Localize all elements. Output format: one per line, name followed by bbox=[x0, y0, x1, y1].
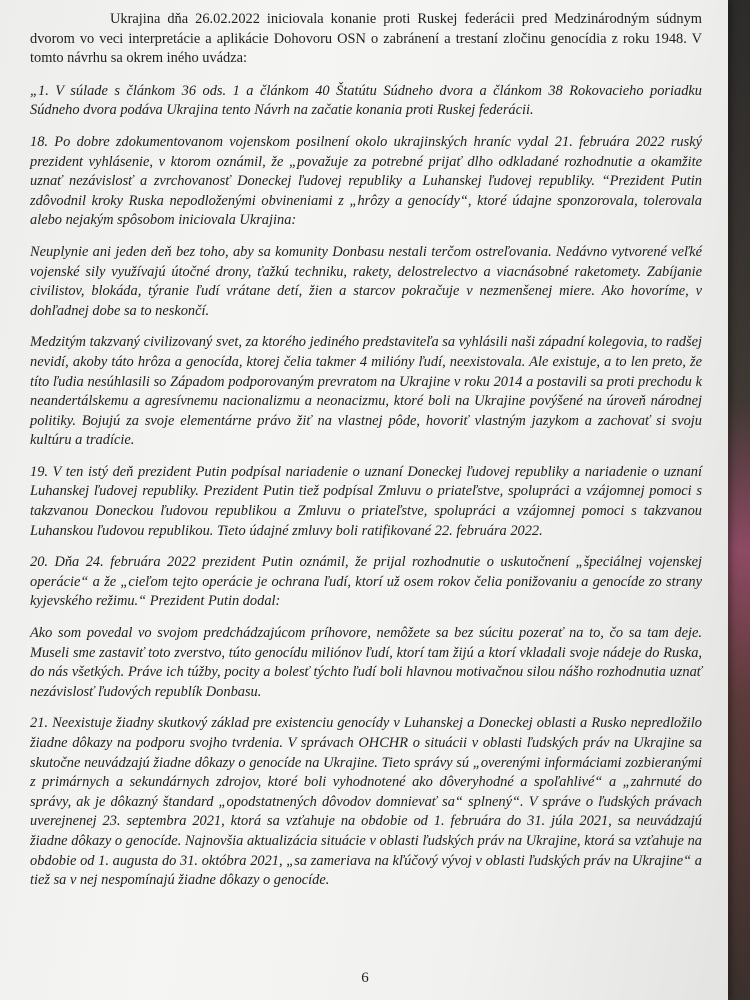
quote-paragraph-1: „1. V súlade s článkom 36 ods. 1 a článkom 40 Štatútu Súdneho dvora a článkom 38 Rokovacieho poriadku Súdneho dvora podáva Ukrajina tento Návrh na začatie konania proti Ruskej federácii. bbox=[30, 82, 702, 119]
quote-paragraph-19: 19. V ten istý deň prezident Putin podpísal nariadenie o uznaní Doneckej ľudovej republiky a nariadenie o uznaní Luhanskej ľudovej republiky. Prezident Putin tiež podpísal Zmluvu o priateľstve, spolupráci a vzájomnej pomoci s takzvanou Doneckou ľudovou republikou a Zmluvu o priateľstve, spolupráci a vzájomnej pomoci s takzvanou Luhanskou ľudovou republikou. Tieto údajné zmluvy boli ratifikované 22. februára 2022. bbox=[30, 463, 702, 539]
quote-paragraph-putin-speech: Ako som povedal vo svojom predchádzajúcom príhovore, nemôžete sa bez súcitu pozerať na to, čo sa tam deje. Museli sme zastaviť toto zverstvo, túto genocídu miliónov ľudí, ktorí tam žijú a ktorí vkladali svoje nádeje do Ruska, do nás všetkých. Práve ich túžby, pocity a bolesť týchto ľudí boli hlavnou motivačnou silou nášho rozhodnutia uznať nezávislosť ľudových republík Donbasu. bbox=[30, 625, 702, 700]
intro-paragraph: Ukrajina dňa 26.02.2022 iniciovala konanie proti Ruskej federácii pred Medzinárodným súdnym dvorom vo veci interpretácie a aplikácie Dohovoru OSN o zabránení a trestaní zločinu genocídia z roku 1948. V tomto návrhu sa okrem iného uvádza: bbox=[30, 11, 702, 67]
quote-paragraph-donbas: Neuplynie ani jeden deň bez toho, aby sa komunity Donbasu nestali terčom ostreľovania. Nedávno vytvorené veľké vojenské sily využívajú útočné drony, ťažkú techniku, rakety, delostrelectvo a viacnásobné raketomety. Zabíjanie civilistov, blokáda, týranie ľudí vrátane detí, žien a starcov pokračuje v nezmenšenej miere. Ako hovoríme, v dohľadnej dobe sa to neskončí. bbox=[30, 243, 702, 319]
quote-paragraph-18: 18. Po dobre zdokumentovanom vojenskom posilnení okolo ukrajinských hraníc vydal 21. februára 2022 ruský prezident vyhlásenie, v ktorom oznámil, že „považuje za potrebné prijať dlho odkladané rozhodnutie a okamžite uznať nezávislosť a zvrchovanosť Doneckej ľudovej republiky a Luhanskej ľudovej republiky. “Prezident Putin zdôvodnil kroky Ruska nepodloženými obvineniami z „hrôzy a genocídy“, ktoré údajne sponzorovala, tolerovala alebo nejakým spôsobom iniciovala Ukrajina: bbox=[30, 133, 702, 229]
quote-paragraph-21: 21. Neexistuje žiadny skutkový základ pre existenciu genocídy v Luhanskej a Doneckej oblasti a Rusko nepredložilo žiadne dôkazy na podporu svojho tvrdenia. V správach OHCHR o situácii v oblasti ľudských práv na Ukrajine sa skutočne neuvádzajú žiadne dôkazy o genocíde na Ukrajine. Tieto správy sú „overenými informáciami zozbieranými z primárnych a sekundárnych zdrojov, ktoré boli vyhodnotené ako dôveryhodné a spoľahlivé“ a „zahrnuté do správy, ak je dôkazný štandard „opodstatnených dôvodov domnievať sa“ splnený“. V správe o ľudských právach uverejnenej 23. septembra 2021, ktorá sa vzťahuje na obdobie od 1. februára do 31. júla 2021, sa neuvádzajú žiadne dôkazy o genocíde. Najnovšia aktualizácia situácie v oblasti ľudských práv na Ukrajine, ktorá sa vzťahuje na obdobie od 1. augusta do 31. októbra 2021, „sa zameriava na kľúčový vývoj v oblasti ľudských práv na Ukrajine“ a tiež sa v nej nespomínajú žiadne dôkazy o genocíde. bbox=[30, 715, 702, 889]
quote-paragraph-20: 20. Dňa 24. februára 2022 prezident Putin oznámil, že prijal rozhodnutie o uskutočnení „špeciálnej vojenskej operácie“ a že „cieľom tejto operácie je ochrana ľudí, ktorí už osem rokov čelia ponižovaniu a genocíde zo strany kyjevského režimu.“ Prezident Putin dodal: bbox=[30, 554, 702, 610]
quote-paragraph-civilized-world: Medzitým takzvaný civilizovaný svet, za ktorého jediného predstaviteľa sa vyhlásili naši západní kolegovia, to radšej nevidí, akoby táto hrôza a genocída, ktorej čelia takmer 4 milióny ľudí, neexistovala. Ale existuje, a to len preto, že títo ľudia nesúhlasili so Západom podporovaným prevratom na Ukrajine v roku 2014 a postavili sa proti prechodu k neandertálskemu a agresívnemu nacionalizmu a neonacizmu, ktoré boli na Ukrajine povýšené na úroveň národnej politiky. Bojujú za svoje elementárne právo žiť na vlastnej pôde, hovoriť vlastným jazykom a zachovať si svoju kultúru a tradície. bbox=[30, 334, 702, 449]
document-body bbox=[30, 10, 702, 891]
page-number: 6 bbox=[361, 970, 369, 986]
